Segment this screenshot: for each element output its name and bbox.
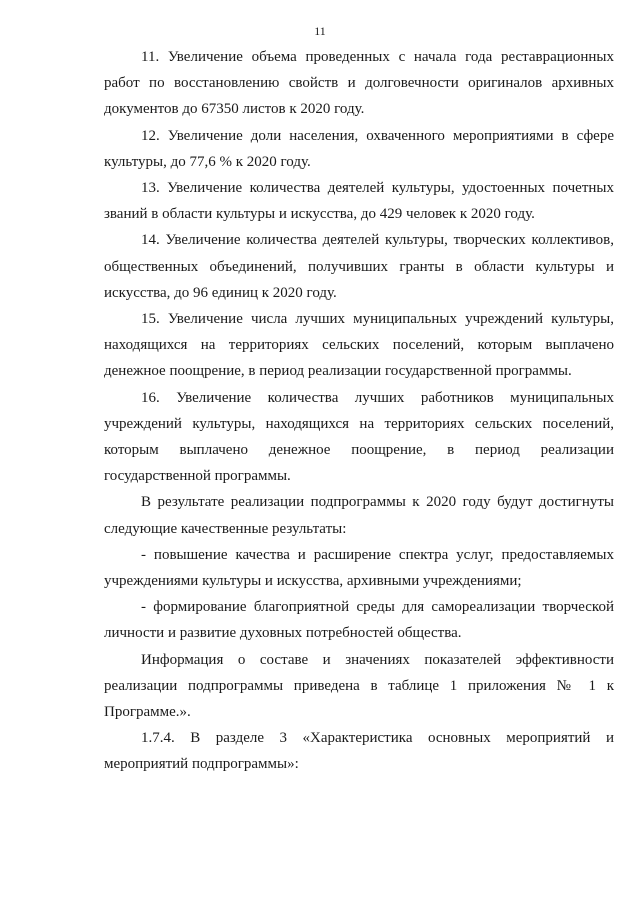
document-body — [104, 44, 614, 778]
paragraph-12: 12. Увеличение доли населения, охваченного мероприятиями в сфере культуры, до 77,6 % к 2020 году. — [104, 127, 614, 170]
paragraph-result-environment: - формирование благоприятной среды для самореализации творческой личности и развитие духовных потребностей общества. — [104, 599, 614, 642]
paragraph-indicators-info: Информация о составе и значениях показателей эффективности реализации подпрограммы приведена в таблице 1 приложения № 1 к Программе.». — [104, 651, 614, 721]
paragraph-section-1-7-4: 1.7.4. В разделе 3 «Характеристика основных мероприятий и мероприятий подпрограммы»: — [104, 730, 614, 773]
paragraph-15: 15. Увеличение числа лучших муниципальных учреждений культуры, находящихся на территориях сельских поселений, которым выплачено денежное поощрение, в период реализации государственной программы. — [104, 311, 614, 380]
paragraph-13: 13. Увеличение количества деятелей культуры, удостоенных почетных званий в области культуры и искусства, до 429 человек к 2020 году. — [104, 180, 614, 223]
paragraph-16: 16. Увеличение количества лучших работников муниципальных учреждений культуры, находящихся на территориях сельских поселений, которым выплачено денежное поощрение, в период реализации государственной программы. — [104, 389, 614, 485]
page-number: 11 — [314, 24, 326, 38]
paragraph-results-intro: В результате реализации подпрограммы к 2020 году будут достигнуты следующие качественные результаты: — [104, 494, 614, 537]
paragraph-result-services: - повышение качества и расширение спектра услуг, предоставляемых учреждениями культуры и искусства, архивными учреждениями; — [104, 546, 614, 590]
paragraph-11: 11. Увеличение объема проведенных с начала года реставрационных работ по восстановлению свойств и долговечности оригиналов архивных документов до 67350 листов к 2020 году. — [104, 49, 614, 118]
paragraph-14: 14. Увеличение количества деятелей культуры, творческих коллективов, общественных объединений, получивших гранты в области культуры и искусства, до 96 единиц к 2020 году. — [104, 232, 614, 301]
